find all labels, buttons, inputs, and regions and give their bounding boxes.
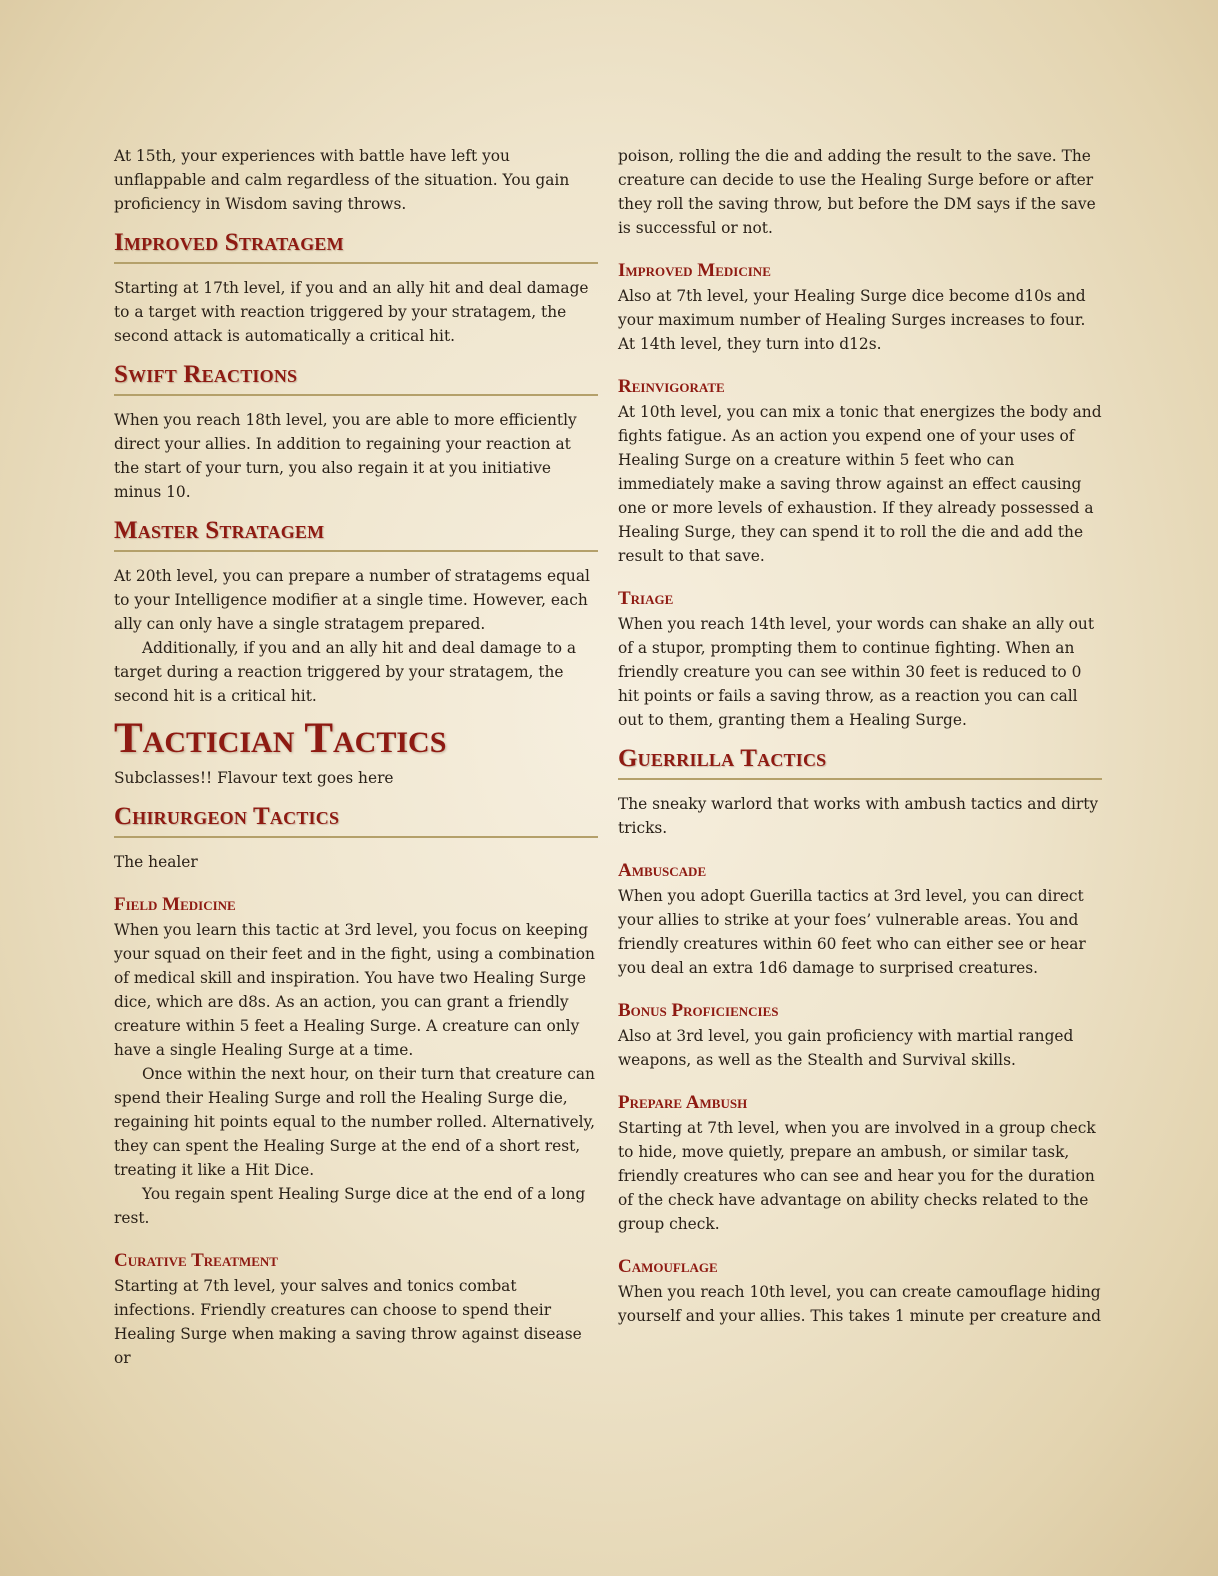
ambuscade-heading: Ambuscade [618, 860, 707, 881]
field-medicine-text-1: When you learn this tactic at 3rd level, you focus on keeping your squad on their feet and in the fight, using a combination of medical skill and inspiration. You have two Healing Surge dice, which are d8s. As an action, you can grant a friendly creature within 5 feet a Healing Surge. A creature can only have a single Healing Surge at a time. [114, 921, 595, 1059]
improved-stratagem-heading-block [114, 226, 598, 264]
master-stratagem-heading: Master Stratagem [114, 517, 325, 544]
bonus-proficiencies-text: Also at 3rd level, you gain proficiency with martial ranged weapons, as well as the Stealth and Survival skills. [618, 1027, 1074, 1069]
improved-medicine-text: Also at 7th level, your Healing Surge dice become d10s and your maximum number of Healing Surges increases to four. At 14th level, they turn into d12s. [618, 287, 1086, 353]
camouflage-text: When you reach 10th level, you can create camouflage hiding yourself and your allies. This takes 1 minute per creature and [618, 1283, 1101, 1325]
improved-medicine-heading: Improved Medicine [618, 260, 771, 281]
improved-stratagem-text: Starting at 17th level, if you and an ally hit and deal damage to a target with reaction triggered by your stratagem, the second attack is automatically a critical hit. [114, 279, 589, 345]
reinvigorate-text: At 10th level, you can mix a tonic that energizes the body and fights fatigue. As an action you expend one of your uses of Healing Surge on a creature within 5 feet who can immediately make a saving throw against an effect causing one or more levels of exhaustion. If they already possessed a Healing Surge, they can spend it to roll the die and add the result to that save. [618, 403, 1102, 565]
continued-paragraph: poison, rolling the die and adding the result to the save. The creature can decide to use the Healing Surge before or after they roll the saving throw, but before the DM says if the save is successful or not. [618, 147, 1096, 237]
guerrilla-tactics-heading: Guerrilla Tactics [618, 745, 827, 772]
guerrilla-tactics-text: The sneaky warlord that works with ambush tactics and dirty tricks. [618, 795, 1099, 837]
chirurgeon-tactics-text: The healer [114, 853, 198, 871]
field-medicine-text-2: Once within the next hour, on their turn that creature can spend their Healing Surge and roll the Healing Surge die, regaining hit points equal to the number rolled. Alternatively, they can spent the Healing Surge at the end of a short rest, treating it like a Hit Dice. [114, 1065, 596, 1179]
master-stratagem-text-1: At 20th level, you can prepare a number of stratagems equal to your Intelligence modifier at a single time. However, each ally can only have a single stratagem prepared. [114, 567, 590, 633]
improved-stratagem-heading: Improved Stratagem [114, 229, 344, 256]
tactician-tactics-text: Subclasses!! Flavour text goes here [114, 769, 394, 787]
master-stratagem-heading-block [114, 514, 598, 552]
prepare-ambush-heading: Prepare Ambush [618, 1092, 748, 1113]
swift-reactions-text: When you reach 18th level, you are able to more efficiently direct your allies. In addition to regaining your reaction at the start of your turn, you also regain it at you initiative minus 10. [114, 411, 577, 501]
triage-heading: Triage [618, 588, 674, 609]
triage-text: When you reach 14th level, your words can shake an ally out of a stupor, prompting them to continue fighting. When an friendly creature you can see within 30 feet is reduced to 0 hit points or fails a saving throw, as a reaction you can call out to them, granting them a Healing Surge. [618, 615, 1095, 729]
tactician-tactics-title: Tactician Tactics [114, 715, 447, 762]
curative-treatment-heading: Curative Treatment [114, 1250, 278, 1271]
ambuscade-text: When you adopt Guerilla tactics at 3rd level, you can direct your allies to strike at your foes’ vulnerable areas. You and friendly creatures within 60 feet who can either see or hear you deal an extra 1d6 damage to surprised creatures. [618, 887, 1086, 977]
left-column [114, 144, 598, 1370]
guerrilla-tactics-heading-block [618, 742, 1102, 780]
master-stratagem-text-2: Additionally, if you and an ally hit and deal damage to a target during a reaction triggered by your stratagem, the second hit is a critical hit. [114, 639, 577, 705]
field-medicine-text-3: You regain spent Healing Surge dice at the end of a long rest. [114, 1185, 586, 1227]
swift-reactions-heading-block [114, 358, 598, 396]
chirurgeon-tactics-heading: Chirurgeon Tactics [114, 803, 340, 830]
camouflage-heading: Camouflage [618, 1256, 718, 1277]
prepare-ambush-text: Starting at 7th level, when you are involved in a group check to hide, move quietly, prepare an ambush, or similar task, friendly creatures who can see and hear you for the duration of the check have advantage on ability checks related to the group check. [618, 1119, 1096, 1233]
right-column [618, 144, 1102, 1328]
bonus-proficiencies-heading: Bonus Proficiencies [618, 1000, 779, 1021]
swift-reactions-heading: Swift Reactions [114, 361, 298, 388]
curative-treatment-text: Starting at 7th level, your salves and tonics combat infections. Friendly creatures can choose to spend their Healing Surge when making a saving throw against disease or [114, 1277, 582, 1367]
intro-paragraph: At 15th, your experiences with battle have left you unflappable and calm regardless of the situation. You gain proficiency in Wisdom saving throws. [114, 147, 570, 213]
field-medicine-heading: Field Medicine [114, 894, 236, 915]
reinvigorate-heading: Reinvigorate [618, 376, 725, 397]
chirurgeon-tactics-heading-block [114, 800, 598, 838]
